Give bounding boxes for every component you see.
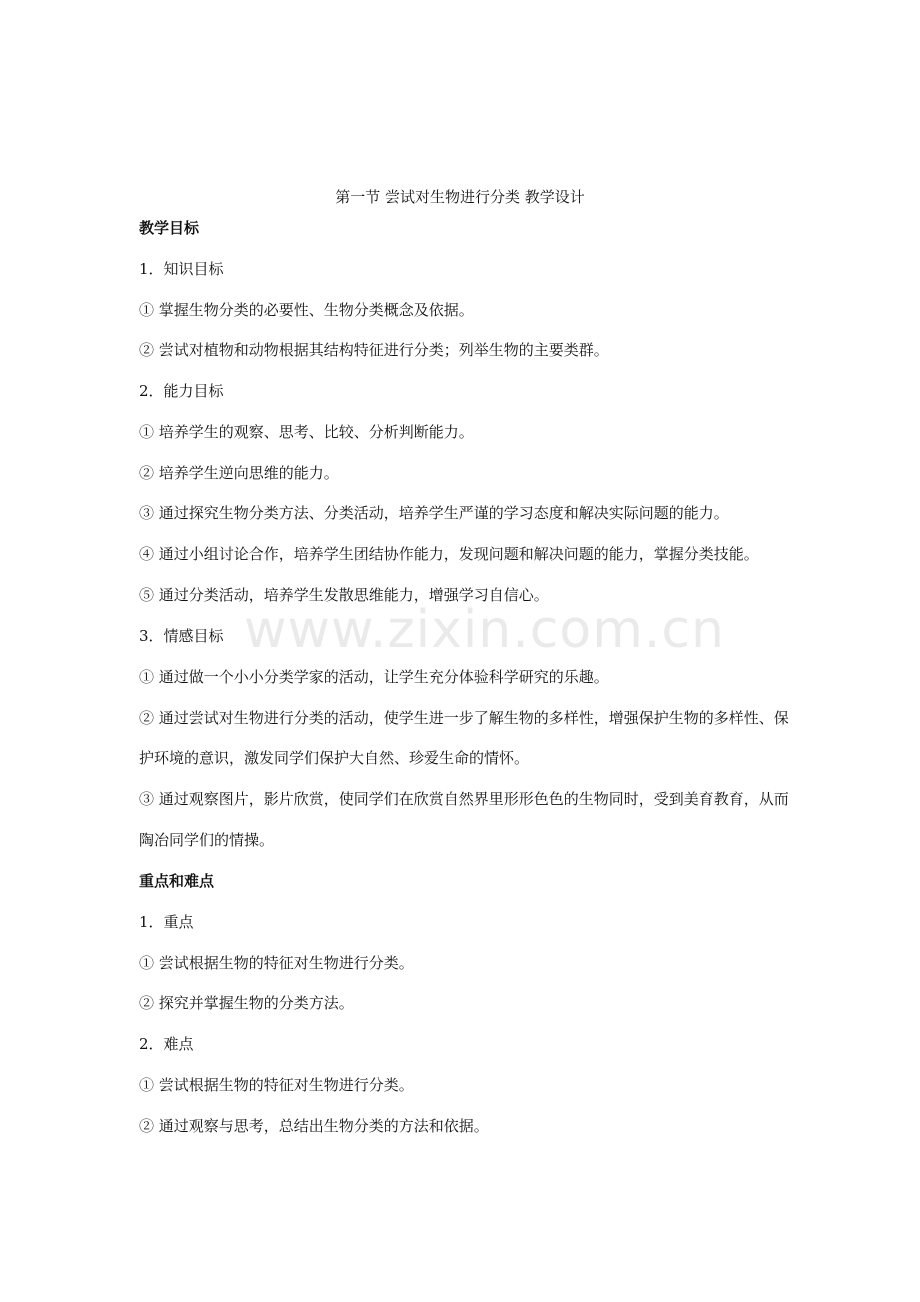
paragraph-line: ② 通过观察与思考，总结出生物分类的方法和依据。	[139, 1116, 489, 1135]
paragraph-line: 3．情感目标	[139, 627, 224, 645]
paragraph-line: 2．能力目标	[139, 382, 224, 400]
paragraph-line: ② 培养学生逆向思维的能力。	[139, 463, 339, 482]
paragraph-line: 2．难点	[139, 1035, 194, 1053]
section-heading: 教学目标	[139, 219, 200, 237]
paragraph-line: 1．重点	[139, 912, 194, 931]
paragraph-line: ③ 通过观察图片，影片欣赏，使同学们在欣赏自然界里形形色色的生物同时，受到美育教育，从而陶冶同学们的情操。	[139, 790, 789, 849]
document-body	[139, 217, 789, 1155]
paragraph-line: ① 掌握生物分类的必要性、生物分类概念及依据。	[139, 300, 474, 319]
paragraph-line: ③ 通过探究生物分类方法、分类活动，培养学生严谨的学习态度和解决实际问题的能力。	[139, 504, 729, 523]
paragraph-line: ① 通过做一个小小分类学家的活动，让学生充分体验科学研究的乐趣。	[139, 667, 609, 686]
paragraph-line: ② 尝试对植物和动物根据其结构特征进行分类；列举生物的主要类群。	[139, 341, 609, 360]
document-title: 第一节 尝试对生物进行分类 教学设计	[335, 188, 585, 206]
paragraph-line: ① 培养学生的观察、思考、比较、分析判断能力。	[139, 422, 474, 441]
paragraph-line: ① 尝试根据生物的特征对生物进行分类。	[139, 953, 414, 972]
paragraph-line: 1．知识目标	[139, 259, 224, 278]
paragraph-line: ④ 通过小组讨论合作，培养学生团结协作能力，发现问题和解决问题的能力，掌握分类技能。	[139, 545, 759, 563]
paragraph-line: ⑤ 通过分类活动，培养学生发散思维能力，增强学习自信心。	[139, 586, 549, 605]
paragraph-line: ② 探究并掌握生物的分类方法。	[139, 994, 354, 1013]
paragraph-line: ① 尝试根据生物的特征对生物进行分类。	[139, 1075, 414, 1094]
section-heading: 重点和难点	[139, 872, 215, 890]
paragraph-line: ② 通过尝试对生物进行分类的活动，使学生进一步了解生物的多样性，增强保护生物的多样性、保护环境的意识，激发同学们保护大自然、珍爱生命的情怀。	[139, 708, 789, 767]
watermark: www.zixin.com.cn	[244, 600, 725, 660]
